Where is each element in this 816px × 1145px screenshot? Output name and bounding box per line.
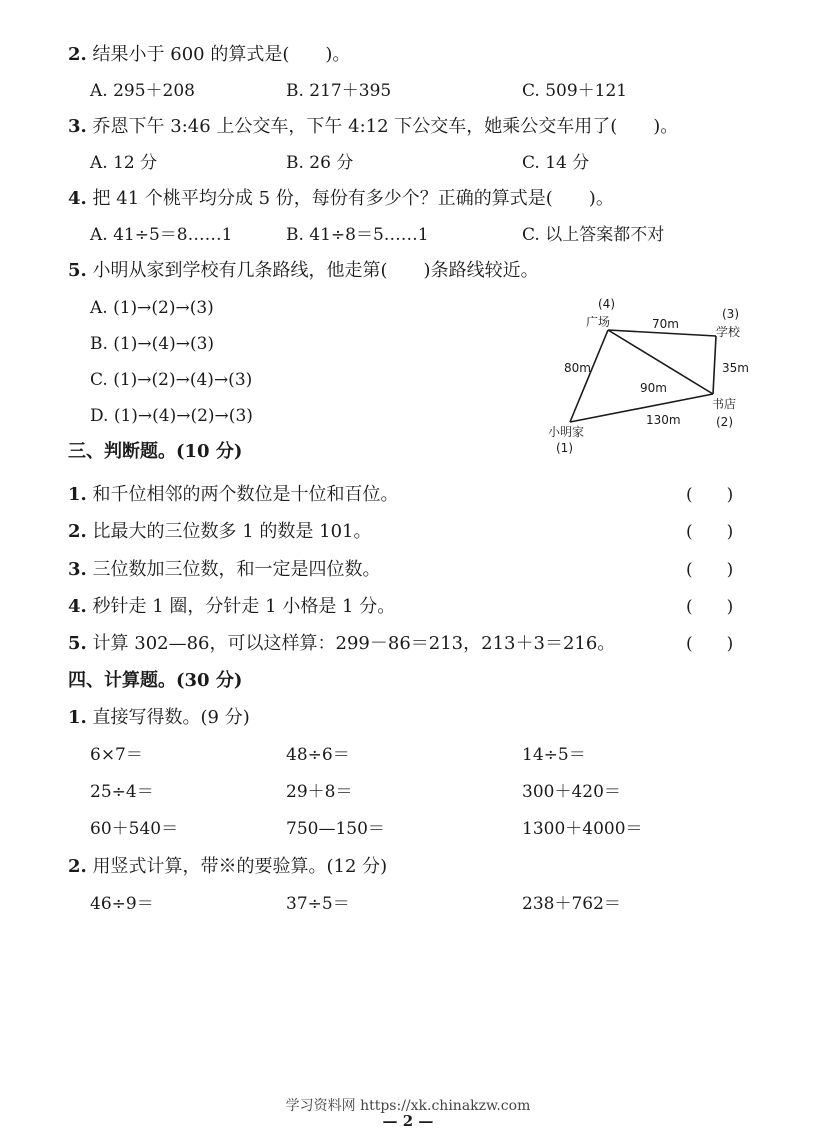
judge-number: 1. bbox=[68, 484, 87, 505]
judge-item bbox=[68, 480, 399, 510]
option-a: A. 41÷5＝8……1 bbox=[90, 225, 233, 245]
judge-text: 计算 302—86，可以这样算：299－86＝213，213＋3＝216。 bbox=[92, 633, 616, 654]
judge-item bbox=[68, 555, 381, 585]
judge-number: 3. bbox=[68, 559, 87, 580]
judge-number: 5. bbox=[68, 633, 87, 654]
judge-text: 和千位相邻的两个数位是十位和百位。 bbox=[92, 484, 399, 505]
judge-item bbox=[68, 517, 372, 547]
distance-4-3: 70m bbox=[652, 317, 679, 331]
calc-problem: 1300＋4000＝ bbox=[522, 819, 643, 839]
question-number: 2. bbox=[68, 44, 87, 65]
judge-item bbox=[68, 592, 395, 622]
calc-problem: 238＋762＝ bbox=[522, 894, 621, 914]
road-1-2 bbox=[570, 394, 713, 422]
question-number: 5. bbox=[68, 260, 87, 281]
question-text: 把 41 个桃平均分成 5 份，每份有多少个？正确的算式是( )。 bbox=[92, 188, 614, 209]
question-3 bbox=[68, 112, 678, 142]
node-4-number: (4) bbox=[598, 297, 615, 311]
road-3-2 bbox=[713, 336, 716, 394]
distance-1-2: 130m bbox=[646, 413, 681, 427]
option-a: A. 12 分 bbox=[90, 153, 158, 173]
option-a: A. 295＋208 bbox=[90, 81, 195, 101]
node-1-label: 小明家 bbox=[548, 425, 585, 439]
question-number: 3. bbox=[68, 116, 87, 137]
judge-number: 4. bbox=[68, 596, 87, 617]
calc-number: 1. bbox=[68, 707, 87, 728]
calc-1-heading bbox=[68, 703, 250, 733]
calc-text: 用竖式计算，带※的要验算。(12 分) bbox=[92, 856, 388, 877]
calc-problem: 25÷4＝ bbox=[90, 782, 154, 802]
option-c: C. 14 分 bbox=[522, 153, 590, 173]
question-number: 4. bbox=[68, 188, 87, 209]
option-c: C. (1)→(2)→(4)→(3) bbox=[90, 370, 253, 390]
question-text: 小明从家到学校有几条路线，他走第( )条路线较近。 bbox=[92, 260, 539, 281]
calc-problem: 6×7＝ bbox=[90, 745, 143, 765]
judge-text: 比最大的三位数多 1 的数是 101。 bbox=[92, 521, 372, 542]
calc-problem: 48÷6＝ bbox=[286, 745, 350, 765]
calc-problem: 750—150＝ bbox=[286, 819, 385, 839]
calc-problem: 46÷9＝ bbox=[90, 894, 154, 914]
node-2-number: (2) bbox=[716, 415, 733, 429]
section-3-title: 三、判断题。(10 分) bbox=[68, 441, 243, 462]
answer-bracket: ( ) bbox=[686, 634, 734, 654]
node-3-label: 学校 bbox=[716, 325, 741, 339]
question-text: 乔恩下午 3:46 上公交车，下午 4:12 下公交车，她乘公交车用了( )。 bbox=[92, 116, 679, 137]
question-4 bbox=[68, 184, 614, 214]
option-d: D. (1)→(4)→(2)→(3) bbox=[90, 406, 253, 426]
answer-bracket: ( ) bbox=[686, 597, 734, 617]
option-b: B. 217＋395 bbox=[286, 81, 392, 101]
option-b: B. 41÷8＝5……1 bbox=[286, 225, 429, 245]
answer-bracket: ( ) bbox=[686, 522, 734, 542]
option-a: A. (1)→(2)→(3) bbox=[90, 298, 214, 318]
answer-bracket: ( ) bbox=[686, 560, 734, 580]
node-2-label: 书店 bbox=[712, 397, 737, 411]
distance-1-4: 80m bbox=[564, 361, 591, 375]
node-1-number: (1) bbox=[556, 441, 573, 455]
question-2 bbox=[68, 40, 350, 70]
judge-number: 2. bbox=[68, 521, 87, 542]
calc-number: 2. bbox=[68, 856, 87, 877]
footer-watermark: 学习资料网 https://xk.chinakzw.com bbox=[285, 1098, 531, 1114]
route-diagram bbox=[540, 290, 770, 470]
option-c: C. 509＋121 bbox=[522, 81, 628, 101]
option-c: C. 以上答案都不对 bbox=[522, 225, 665, 245]
judge-text: 三位数加三位数，和一定是四位数。 bbox=[92, 559, 381, 580]
node-3-number: (3) bbox=[722, 307, 739, 321]
calc-text: 直接写得数。(9 分) bbox=[92, 707, 250, 728]
answer-bracket: ( ) bbox=[686, 485, 734, 505]
calc-problem: 37÷5＝ bbox=[286, 894, 350, 914]
calc-problem: 29＋8＝ bbox=[286, 782, 353, 802]
option-b: B. (1)→(4)→(3) bbox=[90, 334, 215, 354]
distance-3-2: 35m bbox=[722, 361, 749, 375]
judge-text: 秒针走 1 圈，分针走 1 小格是 1 分。 bbox=[92, 596, 396, 617]
calc-problem: 60＋540＝ bbox=[90, 819, 179, 839]
judge-item bbox=[68, 629, 615, 659]
distance-4-2: 90m bbox=[640, 381, 667, 395]
calc-problem: 300＋420＝ bbox=[522, 782, 621, 802]
question-text: 结果小于 600 的算式是( )。 bbox=[92, 44, 351, 65]
node-4-label: 广场 bbox=[586, 315, 611, 329]
calc-2-heading bbox=[68, 852, 387, 882]
road-1-4 bbox=[570, 330, 608, 422]
calc-problem: 14÷5＝ bbox=[522, 745, 586, 765]
section-4-title: 四、计算题。(30 分) bbox=[68, 670, 243, 691]
page-number: — 2 — bbox=[382, 1112, 434, 1130]
question-5 bbox=[68, 256, 539, 286]
option-b: B. 26 分 bbox=[286, 153, 354, 173]
